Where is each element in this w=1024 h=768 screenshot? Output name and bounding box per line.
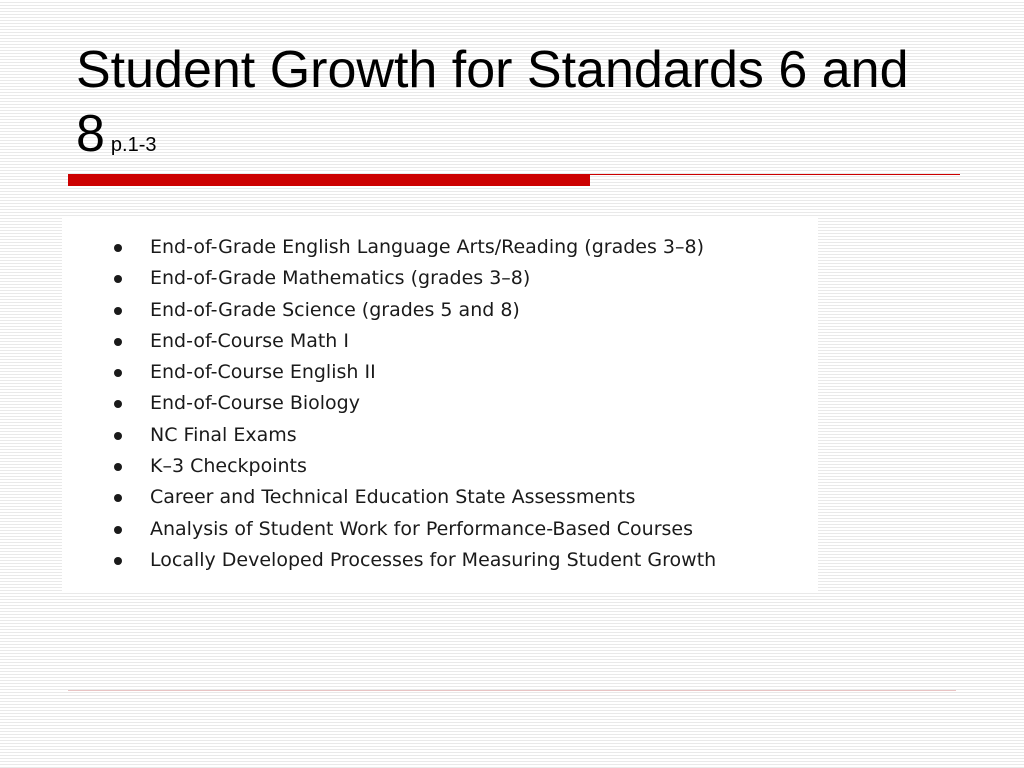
assessment-list <box>112 232 716 576</box>
title-underline-thin <box>590 174 960 175</box>
footer-divider <box>68 690 956 691</box>
assessment-list-panel <box>62 216 818 592</box>
bullet-icon <box>114 557 122 565</box>
bullet-icon <box>114 432 122 440</box>
bullet-icon <box>114 526 122 534</box>
list-item <box>112 232 716 263</box>
bullet-icon <box>114 307 122 315</box>
list-item <box>112 357 716 388</box>
bullet-icon <box>114 338 122 346</box>
list-item-label: End-of-Course Math I <box>150 329 349 352</box>
list-item <box>112 514 716 545</box>
title-underline-thick <box>68 174 590 186</box>
list-item-label: Analysis of Student Work for Performance-Based Courses <box>150 517 694 540</box>
slide-title-text: Student Growth for Standards 6 and 8 <box>76 41 909 163</box>
list-item <box>112 326 716 357</box>
list-item-label: End-of-Course English II <box>150 361 376 384</box>
list-item-label: NC Final Exams <box>150 423 297 446</box>
list-item <box>112 295 716 326</box>
bullet-icon <box>114 463 122 471</box>
list-item-label: K–3 Checkpoints <box>150 455 307 478</box>
bullet-icon <box>114 494 122 502</box>
list-item <box>112 545 716 576</box>
list-item-label: End-of-Grade English Language Arts/Reading (grades 3–8) <box>150 236 704 258</box>
bullet-icon <box>114 369 122 377</box>
slide-title <box>76 38 976 166</box>
list-item <box>112 451 716 482</box>
list-item-label: End-of-Grade Mathematics (grades 3–8) <box>150 267 531 290</box>
list-item <box>112 420 716 451</box>
list-item-label: End-of-Course Biology <box>150 392 360 415</box>
list-item <box>112 388 716 419</box>
list-item <box>112 482 716 513</box>
list-item-label: Career and Technical Education State Assessments <box>150 486 636 509</box>
bullet-icon <box>114 275 122 283</box>
bullet-icon <box>114 400 122 408</box>
list-item <box>112 263 716 294</box>
page-reference: p.1-3 <box>110 134 157 156</box>
list-item-label: Locally Developed Processes for Measuring Student Growth <box>150 548 717 571</box>
list-item-label: End-of-Grade Science (grades 5 and 8) <box>150 298 520 321</box>
bullet-icon <box>114 244 122 252</box>
